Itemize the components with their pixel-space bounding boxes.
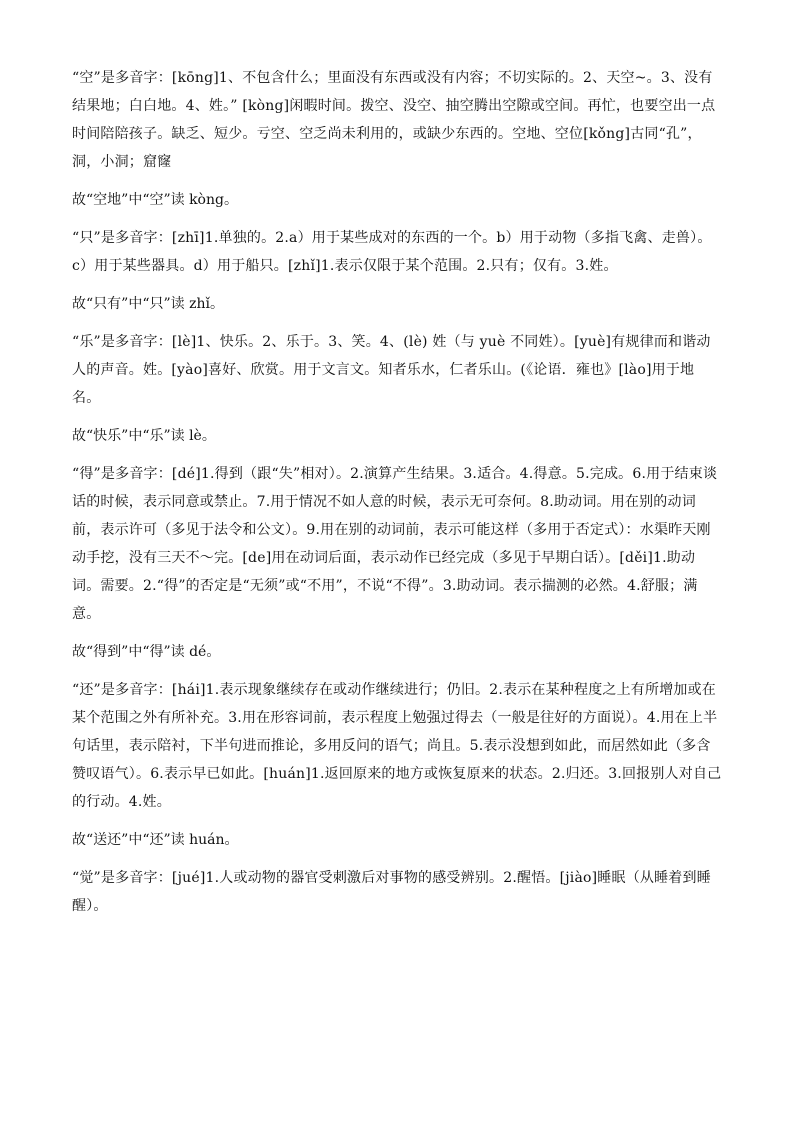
entry-zhi: [72, 224, 722, 318]
document-page: [72, 64, 722, 930]
explanation-paragraph: “觉”是多音字：[jué]1.人或动物的器官受刺激后对事物的感受辨别。2.醒悟。[jiào]睡眠（从睡着到睡醒）。: [72, 870, 711, 914]
answer-line: 故“得到”中“得”读 dé。: [72, 644, 221, 660]
entry-huan: [72, 676, 722, 854]
explanation-paragraph: “得”是多音字：[dé]1.得到（跟“失”相对）。2.演算产生结果。3.适合。4.得意。5.完成。6.用于结束谈话的时候，表示同意或禁止。7.用于情况不如人意的时候，表示无可奈何。8.助动词。用在别的动词前，表示许可（多见于法令和公文）。9.用在别的动词前，表示可能这样（多用于否定式）：水渠昨天刚动手挖，没有三天不～完。[de]用在动词后面，表示动作已经完成（多见于早期白话）。[děi]1.助动词。需要。2.“得”的否定是“无须”或“不用”，不说“不得”。3.助动词。表示揣测的必然。4.舒服；满意。: [72, 466, 718, 622]
answer-line: 故“送还”中“还”读 huán。: [72, 832, 239, 848]
entry-le: [72, 328, 722, 450]
entry-de: [72, 460, 722, 666]
entry-jue: [72, 864, 722, 920]
answer-line: 故“空地”中“空”读 kòng。: [72, 192, 238, 208]
entry-kong: [72, 64, 722, 214]
answer-line: 故“只有”中“只”读 zhǐ。: [72, 296, 224, 312]
explanation-paragraph: “还”是多音字：[hái]1.表示现象继续存在或动作继续进行；仍旧。2.表示在某种程度之上有所增加或在某个范围之外有所补充。3.用在形容词前，表示程度上勉强过得去（一般是往好的方面说）。4.用在上半句话里，表示陪衬，下半句进而推论，多用反问的语气；尚且。5.表示没想到如此，而居然如此（多含赞叹语气）。6.表示早已如此。[huán]1.返回原来的地方或恢复原来的状态。2.归还。3.回报别人对自己的行动。4.姓。: [72, 682, 722, 810]
explanation-paragraph: “空”是多音字：[kōng]1、不包含什么；里面没有东西或没有内容；不切实际的。2、天空~。3、没有结果地；白白地。4、姓。” [kòng]闲暇时间。拨空、没空、抽空腾出空隙或空间。再忙，也要空出一点时间陪陪孩子。缺乏、短少。亏空、空乏尚未利用的，或缺少东西的。空地、空位[kǒng]古同“孔”，洞，小洞；窟窿: [72, 70, 716, 170]
explanation-paragraph: “只”是多音字：[zhī]1.单独的。2.a）用于某些成对的东西的一个。b）用于动物（多指飞禽、走兽）。c）用于某些器具。d）用于船只。[zhǐ]1.表示仅限于某个范围。2.只有；仅有。3.姓。: [72, 230, 712, 274]
answer-line: 故“快乐”中“乐”读 lè。: [72, 428, 216, 444]
explanation-paragraph: “乐”是多音字：[lè]1、快乐。2、乐于。3、笑。4、(lè) 姓（与 yuè 不同姓）。[yuè]有规律而和谐动人的声音。姓。[yào]喜好、欣赏。用于文言文。知者乐水，仁者乐山。(《论语．雍也》[lào]用于地名。: [72, 334, 711, 406]
